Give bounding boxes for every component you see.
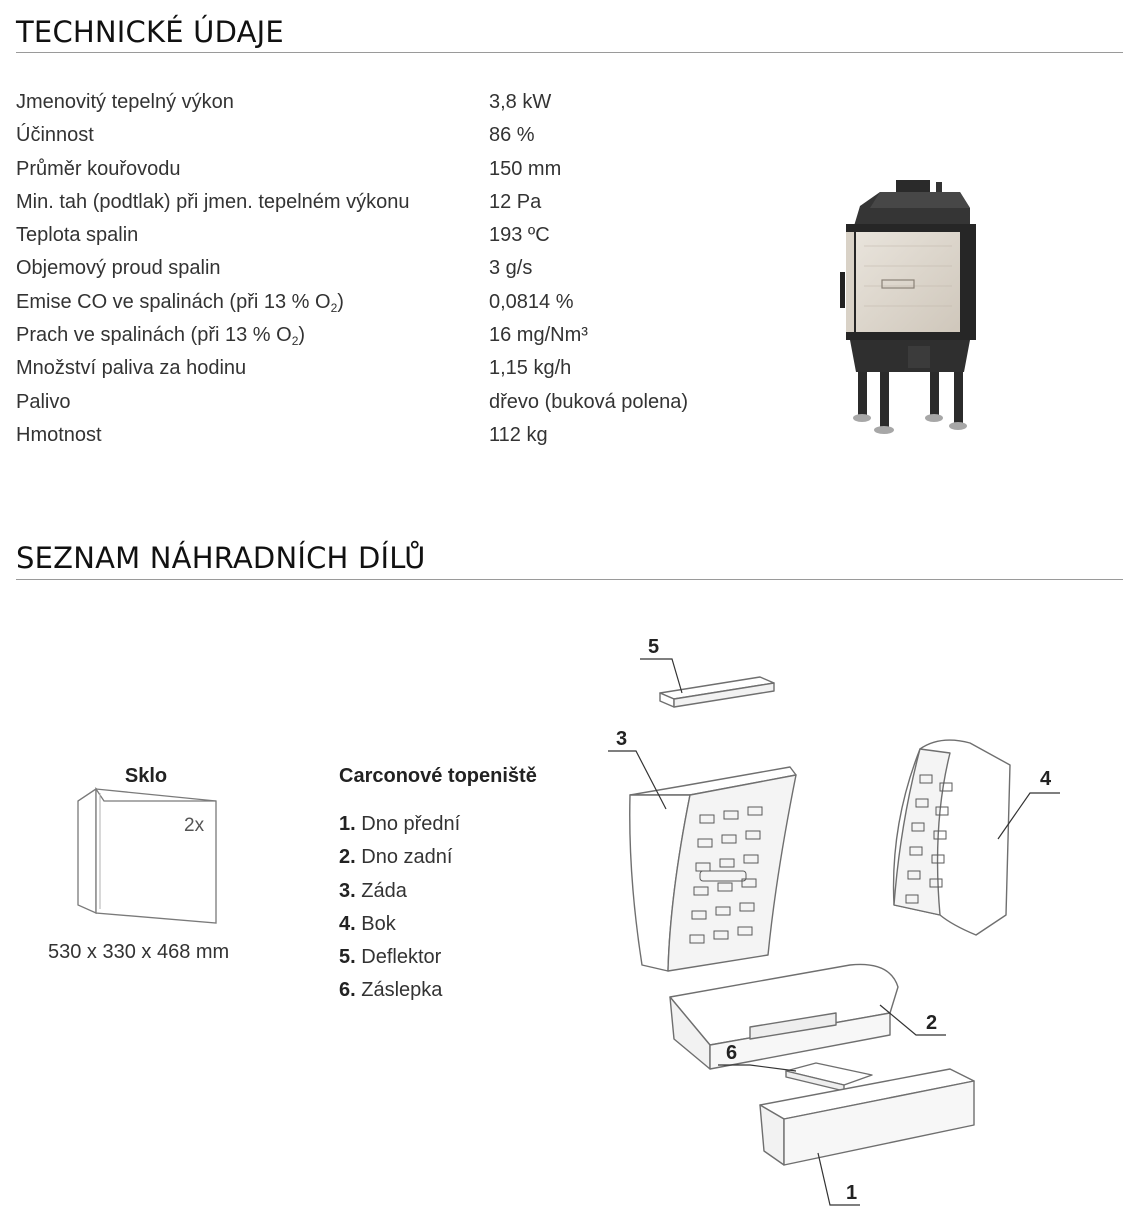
part-front-floor <box>760 1069 974 1165</box>
part-name: Deflektor <box>361 946 442 969</box>
spec-row <box>16 252 776 285</box>
spec-label-text: Prach ve spalinách (při 13 % O <box>16 324 292 347</box>
spec-label: Min. tah (podtlak) při jmen. tepelném výkonu <box>16 190 410 213</box>
spec-label: Hmotnost <box>16 423 102 446</box>
diagram-label-6: 6 <box>726 1042 738 1064</box>
part-name: Dno zadní <box>361 846 453 869</box>
spec-value: 112 kg <box>489 423 548 446</box>
part-rear-floor <box>670 964 898 1069</box>
part-number: 5. <box>339 946 356 969</box>
list-item <box>339 942 460 975</box>
list-item <box>339 909 460 942</box>
spec-label-end: ) <box>298 324 306 347</box>
spec-row <box>16 186 776 219</box>
parts-list-title: Carconové topeniště <box>339 765 537 787</box>
parts-list <box>339 809 460 1009</box>
spec-label: Účinnost <box>16 124 94 147</box>
glass-title: Sklo <box>124 765 168 787</box>
spec-label: Palivo <box>16 390 71 413</box>
spec-label-end: ) <box>337 290 344 313</box>
diagram-label-1: 1 <box>846 1182 858 1204</box>
part-name: Záslepka <box>361 979 443 1002</box>
spec-value: dřevo (buková polena) <box>489 390 689 413</box>
section-title-spare-parts: SEZNAM NÁHRADNÍCH DÍLŮ <box>16 541 426 575</box>
spec-value: 3 g/s <box>489 257 533 280</box>
spec-value: 150 mm <box>489 157 562 180</box>
spec-row <box>16 419 776 452</box>
spec-label: Objemový proud spalin <box>16 257 221 280</box>
part-name: Bok <box>361 912 396 935</box>
part-number: 6. <box>339 979 356 1002</box>
list-item <box>339 809 460 842</box>
spec-value: 1,15 kg/h <box>489 357 572 380</box>
subscript: 2 <box>291 334 299 349</box>
spec-value: 0,0814 % <box>489 290 574 313</box>
section-divider <box>16 52 1123 53</box>
fireplace-insert-image <box>840 176 990 444</box>
diagram-label-3: 3 <box>616 728 628 750</box>
part-side-wall <box>894 740 1010 935</box>
spec-value: 12 Pa <box>489 190 542 213</box>
diagram-label-2: 2 <box>926 1012 938 1034</box>
part-number: 1. <box>339 813 356 835</box>
part-number: 2. <box>339 846 356 869</box>
spec-label-text: Emise CO ve spalinách (při 13 % O <box>16 290 331 313</box>
part-back-wall <box>630 767 796 971</box>
spec-value: 16 mg/Nm³ <box>489 324 588 347</box>
part-deflector <box>660 677 774 707</box>
spec-label: Teplota spalin <box>16 224 139 247</box>
glass-panel-drawing <box>74 787 224 927</box>
spec-value: 193 ºC <box>489 224 550 247</box>
spec-row <box>16 319 776 352</box>
spec-value: 86 % <box>489 124 535 147</box>
spec-value: 3,8 kW <box>489 91 552 113</box>
list-item <box>339 876 460 909</box>
spec-row <box>16 386 776 419</box>
part-name: Záda <box>361 879 407 902</box>
spec-table <box>16 86 776 452</box>
part-number: 4. <box>339 912 356 935</box>
section-divider <box>16 579 1123 580</box>
diagram-label-4: 4 <box>1040 768 1052 790</box>
spec-row <box>16 286 776 319</box>
diagram-label-5: 5 <box>648 636 660 658</box>
spec-row <box>16 352 776 385</box>
list-item <box>339 975 460 1008</box>
glass-count: 2x <box>184 815 205 836</box>
spec-label: Množství paliva za hodinu <box>16 357 247 380</box>
section-title-technical-data: TECHNICKÉ ÚDAJE <box>16 15 284 49</box>
part-number: 3. <box>339 879 356 902</box>
subscript: 2 <box>330 300 338 315</box>
spec-row <box>16 153 776 186</box>
spec-label: Průměr kouřovodu <box>16 157 181 180</box>
list-item <box>339 842 460 875</box>
spec-row <box>16 219 776 252</box>
spec-label: Jmenovitý tepelný výkon <box>16 91 234 113</box>
spec-row <box>16 86 776 119</box>
exploded-parts-diagram <box>600 625 1080 1215</box>
part-name: Dno přední <box>361 813 461 835</box>
spec-row <box>16 119 776 152</box>
glass-dimensions: 530 x 330 x 468 mm <box>48 941 230 963</box>
